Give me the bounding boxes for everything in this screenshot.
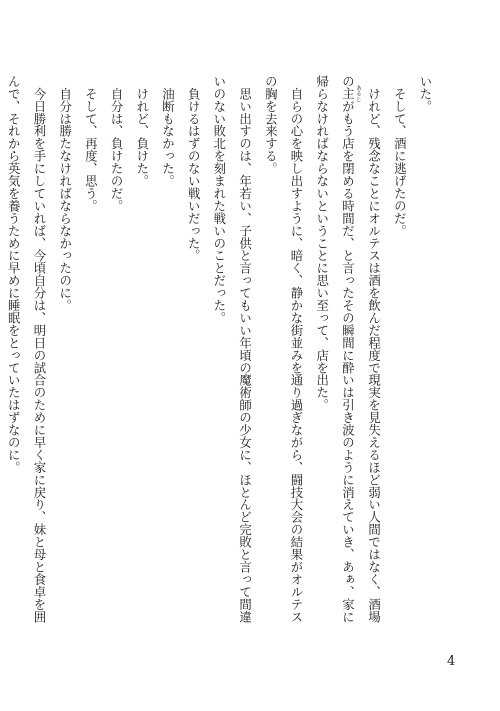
text-line: そして、酒に逃げたのだ。	[392, 75, 408, 237]
text-line: いのない敗北を刻まれた戦いのことだった。	[211, 75, 227, 324]
page-number: 4	[447, 654, 456, 669]
text-fragment: がもう店を閉める時間だ、と言ったその瞬間に酔いは引き波のように消えていき、あぁ、家に	[340, 99, 356, 623]
text-line: 油断もなかった。	[160, 75, 176, 188]
text-line: 自分は、負けたのだ。	[109, 75, 125, 212]
text-line	[0, 75, 1, 635]
text-line: けれど、残念なことにオルテスは酒を飲んだ程度で現実を見失えるほど弱い人間ではなく、酒場	[366, 75, 382, 623]
ruby-word	[340, 85, 361, 103]
text-line-with-ruby	[335, 75, 361, 635]
text-line: 負けるはずのない戦いだった。	[186, 75, 202, 262]
text-fragment: の	[340, 75, 356, 88]
text-line: の胸を去来する。	[263, 75, 279, 175]
text-line: いた。	[418, 75, 433, 113]
body-text	[0, 75, 438, 635]
text-line: んで、それから英気を養うために早めに睡眠をとっていたはずなのに。	[6, 75, 22, 474]
text-line: 自分は勝たなければならなかったのに。	[57, 75, 73, 312]
ruby-reading: あるじ	[354, 85, 361, 103]
text-line: そして、再度、思う。	[83, 75, 99, 212]
text-line: 思い出すのは、年若い、子供と言ってもいい年頃の魔術師の少女に、ほとんど完敗と言って間違	[237, 75, 253, 623]
text-line: 帰らなければならないということに思い至って、店を出た。	[314, 75, 330, 412]
text-line: けれど、負けた。	[134, 75, 150, 188]
text-line: 自らの心を映し出すように、暗く、静かな街並みを通り過ぎながら、闘技大会の結果がオルテス	[288, 75, 304, 623]
ruby-base: 主	[340, 85, 356, 102]
text-line: 今日勝利を手にしていれば、今頃自分は、明日の試合のために早く家に戻り、妹と母と食卓を囲	[31, 75, 47, 623]
